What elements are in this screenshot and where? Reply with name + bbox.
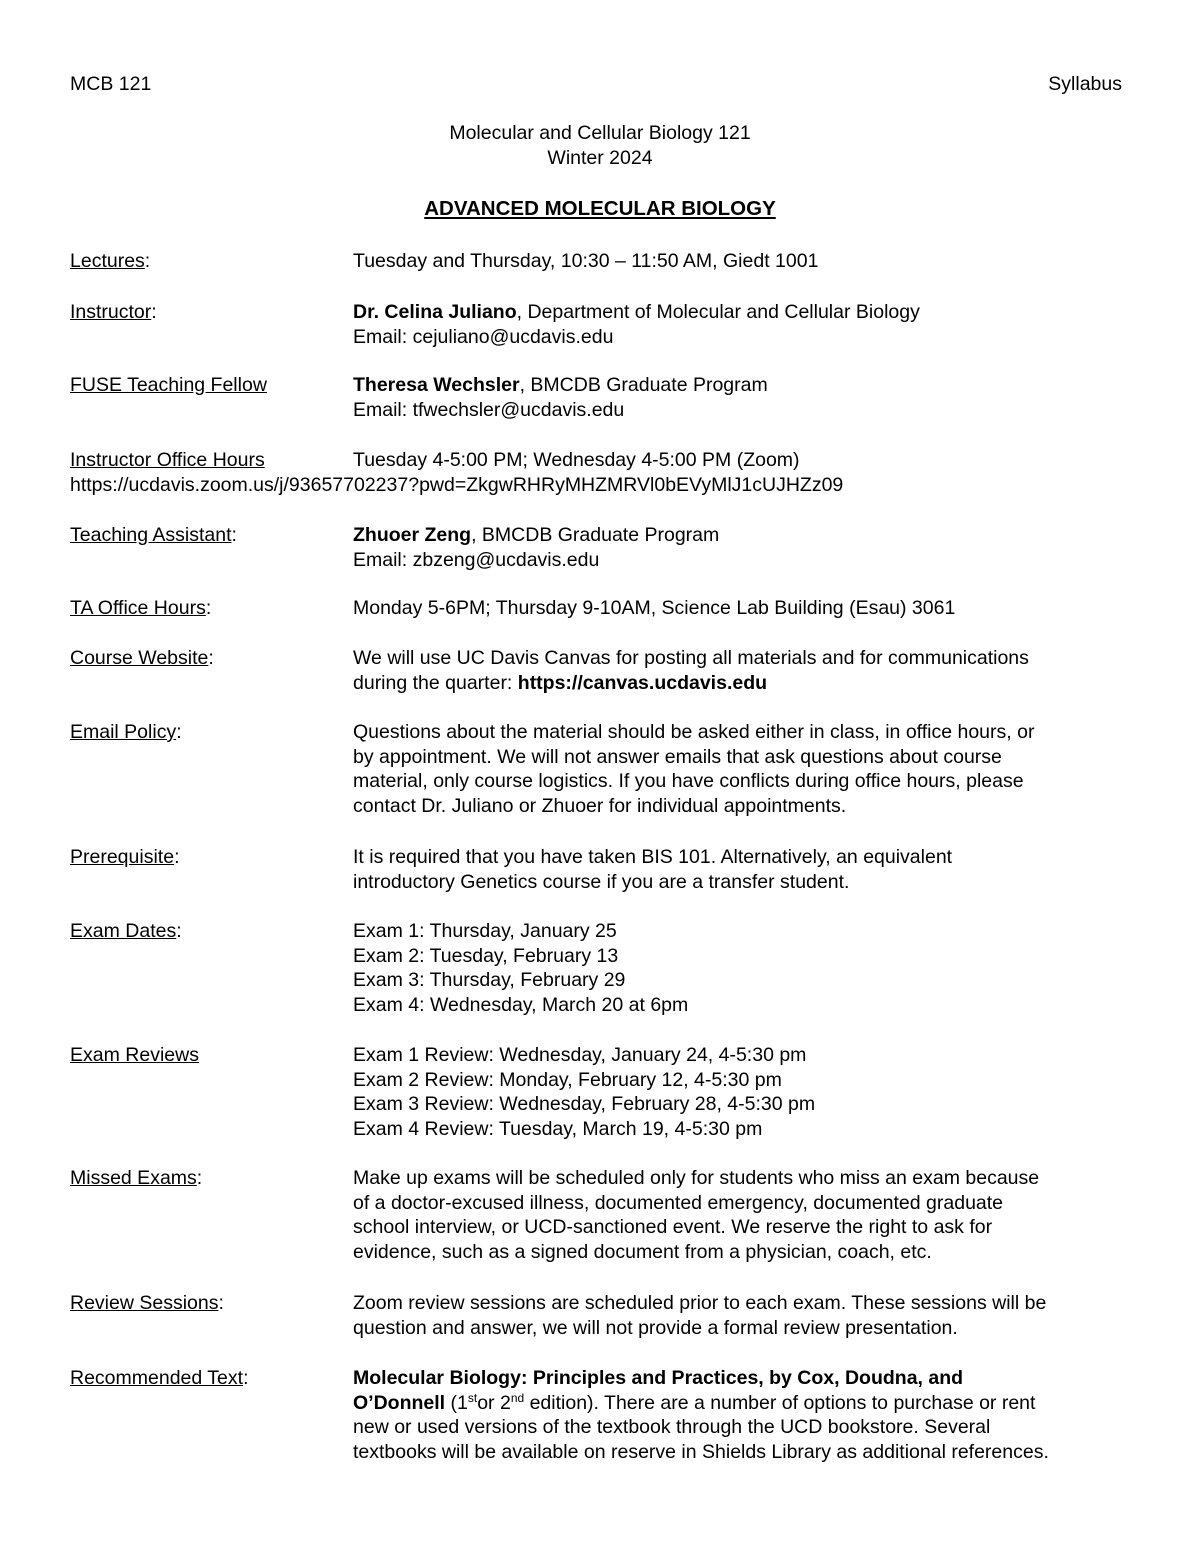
review-sessions-label: Review Sessions: [70,1292,224,1314]
exam-dates-label: Exam Dates: [70,920,182,942]
ta-affiliation: , BMCDB Graduate Program [471,524,720,546]
ta-name: Zhuoer Zeng [353,524,472,546]
office-hours-label: Instructor Office Hours [70,449,265,471]
list-item: Exam 4 Review: Tuesday, March 19, 4-5:30 pm [353,1117,763,1140]
exam-reviews-label: Exam Reviews [70,1044,199,1066]
lectures-value: Tuesday and Thursday, 10:30 – 11:50 AM, Giedt 1001 [353,250,819,272]
office-hours-value: Tuesday 4-5:00 PM; Wednesday 4-5:00 PM (Zoom) [353,449,800,471]
missed-exams-text: Make up exams will be scheduled only for students who miss an exam because of a doctor-excused illness, documented emergency, documented graduate school interview, or UCD-sanctioned event. We reserve the right to ask for evidence, such as a signed document from a physician, coach, etc. [353,1167,1040,1263]
lectures-label: Lectures: [70,250,151,272]
recommended-text-label: Recommended Text: [70,1367,249,1389]
email-policy-label: Email Policy: [70,721,182,743]
instructor-email[interactable]: Email: cejuliano@ucdavis.edu [353,325,614,348]
ta-email[interactable]: Email: zbzeng@ucdavis.edu [353,548,600,571]
review-sessions-text: Zoom review sessions are scheduled prior to each exam. These sessions will be question and answer, we will not provide a formal review presentation. [353,1292,1047,1339]
fuse-email[interactable]: Email: tfwechsler@ucdavis.edu [353,398,625,421]
ta-label: Teaching Assistant: [70,524,237,546]
header-doc-type: Syllabus [1048,73,1122,95]
missed-exams-label: Missed Exams: [70,1167,203,1189]
list-item: Exam 3: Thursday, February 29 [353,969,626,992]
website-text: We will use UC Davis Canvas for posting all materials and for communications [353,647,1029,669]
prerequisite-label: Prerequisite: [70,846,180,868]
canvas-link[interactable]: https://canvas.ucdavis.edu [517,671,768,694]
instructor-name: Dr. Celina Juliano [353,301,517,323]
instructor-label: Instructor: [70,301,157,323]
course-term: Winter 2024 [547,147,653,169]
instructor-affiliation: , Department of Molecular and Cellular Biology [516,301,920,323]
website-label: Course Website: [70,647,214,669]
fuse-affiliation: , BMCDB Graduate Program [519,374,768,396]
prerequisite-text: It is required that you have taken BIS 101. Alternatively, an equivalent introductory Genetics course if you are a transfer student. [353,846,953,893]
list-item: Exam 1: Thursday, January 25 [353,920,617,942]
email-policy-text: Questions about the material should be asked either in class, in office hours, or by appointment. We will not answer emails that ask questions about course material, only course logistics. If you have conflicts during office hours, please contact Dr. Juliano or Zhuoer for individual appointments. [353,721,1035,817]
fuse-name: Theresa Wechsler [353,374,520,396]
list-item: Exam 2: Tuesday, February 13 [353,944,619,967]
ta-hours-value: Monday 5-6PM; Thursday 9-10AM, Science Lab Building (Esau) 3061 [353,597,956,619]
exam-reviews-list [353,1043,1133,1141]
zoom-link[interactable]: https://ucdavis.zoom.us/j/93657702237?pwd=ZkgwRHRyMHZMRVl0bEVyMlJ1cUJHZz09 [70,473,844,496]
ta-hours-label: TA Office Hours: [70,597,212,619]
textbook-authors: O’Donnell [353,1391,446,1414]
list-item: Exam 2 Review: Monday, February 12, 4-5:30 pm [353,1068,782,1091]
exam-dates-list [353,919,1133,1017]
list-item: Exam 4: Wednesday, March 20 at 6pm [353,993,689,1016]
page-title: ADVANCED MOLECULAR BIOLOGY [424,197,776,220]
recommended-text-body: Molecular Biology: Principles and Practices, by Cox, Doudna, and O’Donnell (1stor 2nd edition). There are a number of options to purchase or rent new or used versions of the textbook through the UCD bookstore. Several textbooks will be available on reserve in Shields Library as additional references. [353,1367,1049,1463]
course-title: Molecular and Cellular Biology 121 [449,122,751,144]
textbook-title: Molecular Biology: Principles and Practices, by Cox, Doudna, and [353,1367,964,1389]
website-text-prefix: during the quarter: [353,671,518,694]
header-course-code: MCB 121 [70,73,152,95]
list-item: Exam 3 Review: Wednesday, February 28, 4-5:30 pm [353,1093,816,1116]
list-item: Exam 1 Review: Wednesday, January 24, 4-5:30 pm [353,1044,807,1066]
fuse-label: FUSE Teaching Fellow [70,374,267,396]
